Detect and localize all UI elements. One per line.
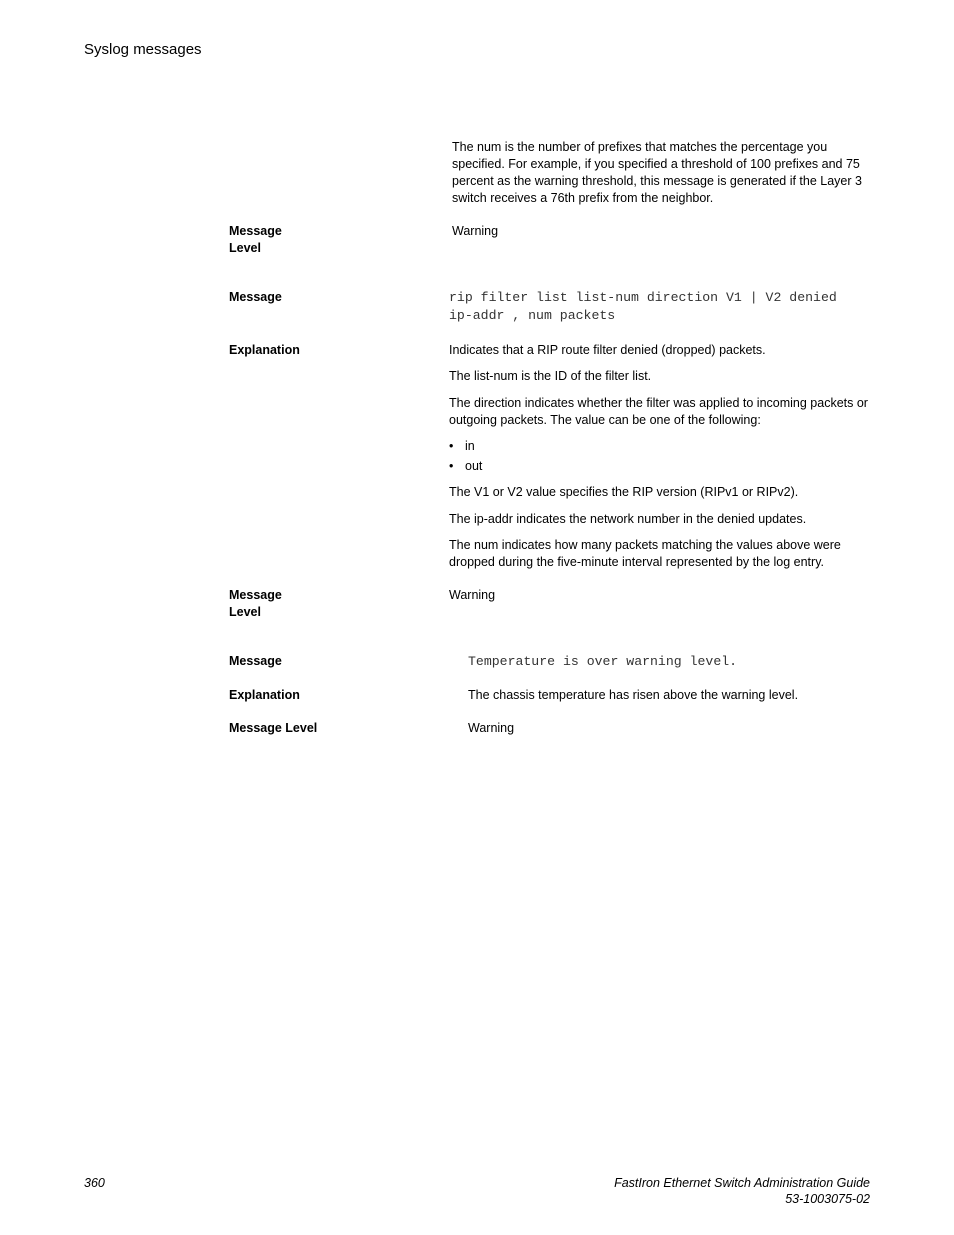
entry1-level-label-line1: Message [229, 224, 282, 238]
entry2-level-label-line1: Message [229, 588, 282, 602]
entry3-explanation-label: Explanation [229, 688, 300, 702]
entry1-level-value: Warning [452, 224, 499, 238]
entry3-message-text: Temperature is over warning level. [468, 654, 738, 669]
entry2-level-value: Warning [449, 588, 496, 602]
entry1-level-label-line2: Level [229, 241, 261, 255]
bullet-text: in [465, 439, 475, 453]
entry2-message-label: Message [229, 290, 282, 304]
entry2-explanation-p5: The ip-addr indicates the network number in the denied updates. [449, 512, 807, 526]
entry2-explanation-p3: The direction indicates whether the filter was applied to incoming packets or outgoing packets. The value can be one of the following: [449, 396, 868, 427]
entry2-explanation-p2: The list-num is the ID of the filter list. [449, 369, 652, 383]
entry2-message-line1: rip filter list list-num direction V1 | V2 denied [449, 290, 837, 305]
entry2-explanation-p6: The num indicates how many packets matching the values above were dropped during the five-minute interval represented by the log entry. [449, 538, 841, 569]
entry3-message-label: Message [229, 654, 282, 668]
entry2-level-label [229, 587, 429, 621]
entry3-explanation-text: The chassis temperature has risen above the warning level. [468, 688, 799, 702]
entry2-explanation-label: Explanation [229, 343, 300, 357]
bullet-icon: • [449, 439, 454, 453]
entry2-bullet-in [449, 438, 475, 455]
guide-title: FastIron Ethernet Switch Administration Guide [614, 1176, 870, 1190]
entry3-level-label: Message Level [229, 721, 318, 735]
page-number: 360 [84, 1176, 105, 1190]
entry2-message-line2: ip-addr , num packets [449, 308, 616, 323]
entry2-explanation-p1: Indicates that a RIP route filter denied (dropped) packets. [449, 343, 766, 357]
entry3-level-value: Warning [468, 721, 515, 735]
entry2-level-label-line2: Level [229, 605, 261, 619]
entry2-bullet-out [449, 458, 482, 475]
doc-number: 53-1003075-02 [785, 1192, 870, 1206]
entry2-explanation-p4: The V1 or V2 value specifies the RIP version (RIPv1 or RIPv2). [449, 485, 799, 499]
bullet-icon: • [449, 459, 454, 473]
footer-doc-info [614, 1175, 870, 1207]
bullet-text: out [465, 459, 483, 473]
entry1-explanation-continued: The num is the number of prefixes that matches the percentage you specified. For example, if you specified a threshold of 100 prefixes and 75 percent as the warning threshold, this message is generated if the Layer 3 switch receives a 76th prefix from the neighbor. [452, 140, 862, 205]
entry1-level-label [229, 223, 429, 257]
page-section-title: Syslog messages [84, 41, 202, 58]
